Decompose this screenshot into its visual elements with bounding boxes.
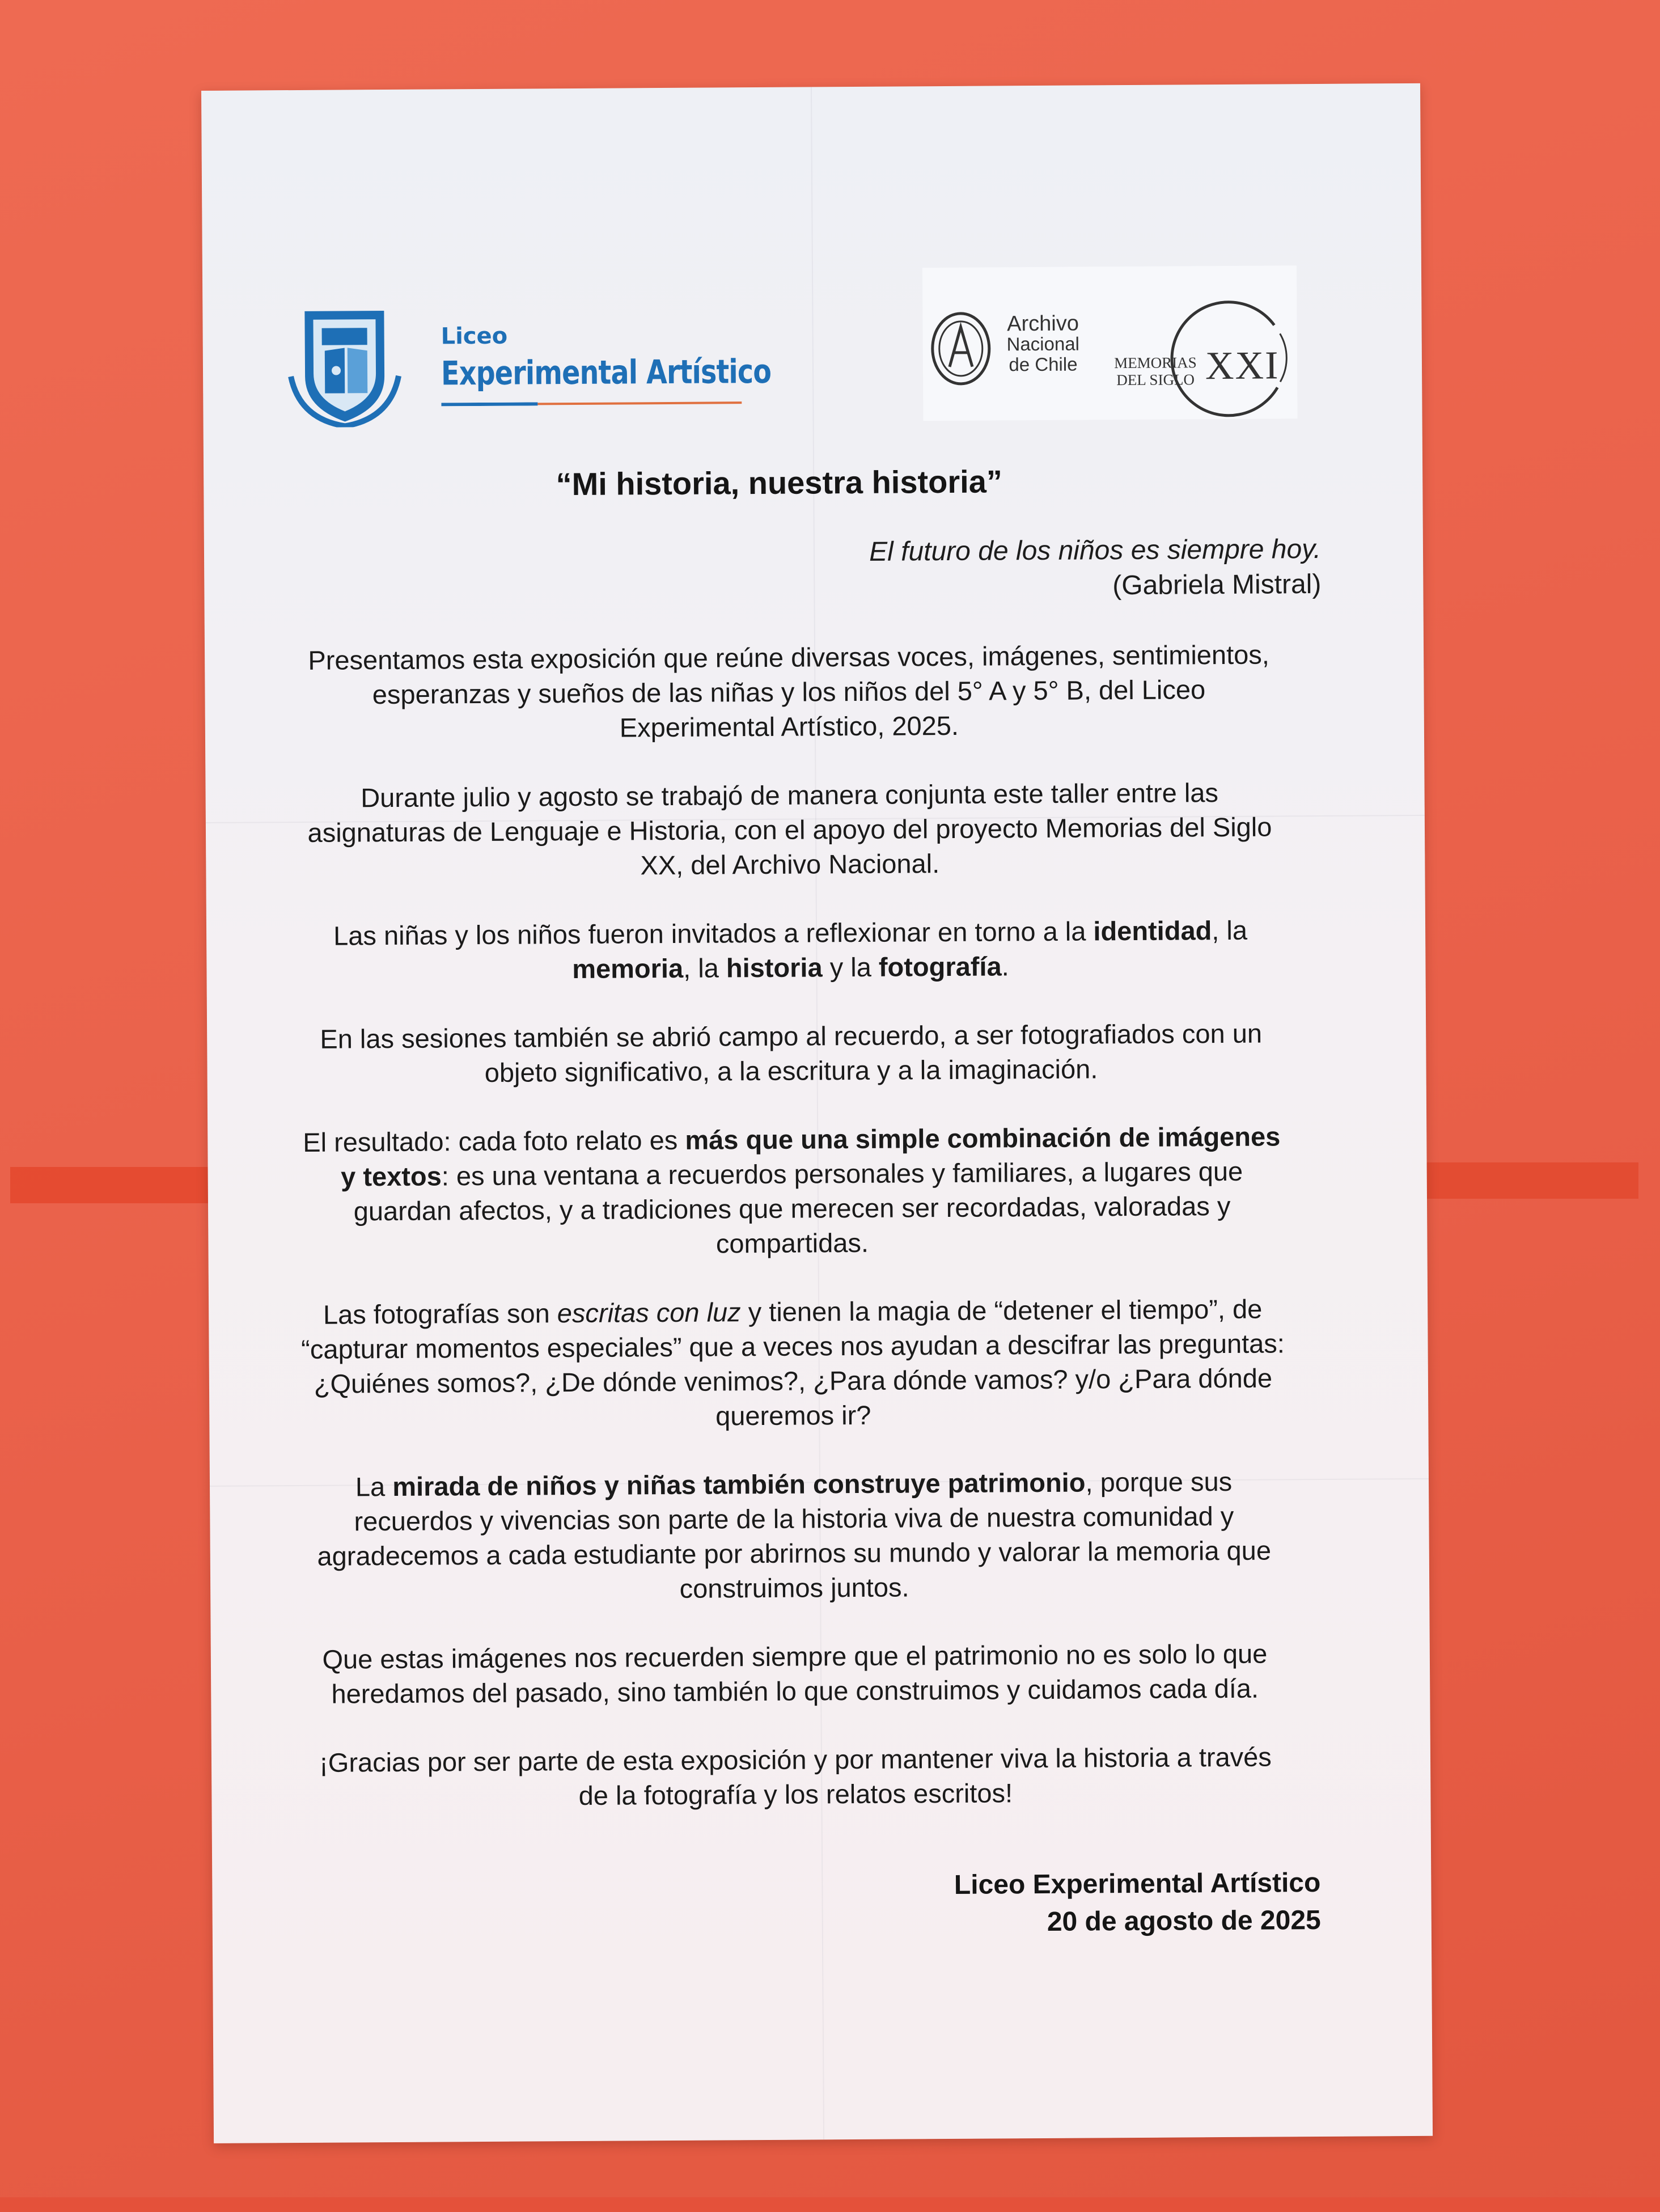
partner-logos — [922, 265, 1298, 421]
poster-body — [295, 637, 1289, 1849]
paragraph-2: Durante julio y agosto se trabajó de manera conjunta este taller entre las asignaturas de Lenguaje e Historia, con el apoyo del proyecto Memorias del Siglo XX, del Archivo Nacional. — [307, 777, 1272, 881]
bold-term: fotografía — [878, 951, 1002, 982]
text-run: y tienen la magia de “detener el tiempo”, de “capturar momentos especiales” que a veces nos ayudan a descifrar las preguntas: ¿Quiénes somos?, ¿De dónde venimos?, ¿Para dónde vamos? y/o ¿Para dónde queremos ir? — [301, 1293, 1285, 1431]
signature-date: 20 de agosto de 2025 — [1047, 1905, 1321, 1937]
poster-title: “Mi historia, nuestra historia” — [556, 463, 1003, 502]
epigraph-author: (Gabriela Mistral) — [1112, 569, 1322, 601]
paragraph-8: Que estas imágenes nos recuerden siempre que el patrimonio no es solo lo que heredamos del pasado, sino también lo que construimos y cuidamos cada día. — [322, 1638, 1268, 1709]
bottom-edge-strip — [0, 2197, 1660, 2212]
poster-sheet — [201, 83, 1433, 2143]
bold-term: identidad — [1093, 915, 1212, 946]
paragraph-3 — [297, 912, 1284, 988]
liceo-name: Experimental Artístico — [441, 352, 772, 393]
paragraph-5 — [298, 1119, 1285, 1263]
bold-phrase: más que una simple combinación de imágenes y textos — [340, 1121, 1281, 1192]
text-run: Las niñas y los niños fueron invitados a reflexionar en torno a la — [333, 916, 1094, 951]
liceo-label: Liceo — [441, 323, 508, 350]
liceo-underline — [441, 401, 742, 406]
text-run: : es una ventana a recuerdos personales y familiares, a lugares que guardan afectos, y a tradiciones que merecen ser recordadas, valoradas y compartidas. — [353, 1156, 1243, 1259]
bold-term: memoria — [572, 953, 684, 984]
bold-term: historia — [726, 952, 823, 983]
text-run: La — [355, 1471, 393, 1502]
paragraph-9: ¡Gracias por ser parte de esta exposición y por mantener viva la historia a través de la fotografía y los relatos escritos! — [319, 1741, 1272, 1811]
signature-institution: Liceo Experimental Artístico — [954, 1867, 1321, 1900]
liceo-shield-icon — [287, 308, 401, 428]
paragraph-6 — [299, 1291, 1286, 1436]
liceo-logo — [287, 306, 798, 428]
paragraph-1: Presentamos esta exposición que reúne diversas voces, imágenes, sentimientos, esperanzas y sueños de las niñas y los niños del 5° A y 5° B, del Liceo Experimental Artístico, 2025. — [308, 639, 1270, 743]
paragraph-7 — [300, 1464, 1288, 1608]
archivo-seal-icon — [929, 310, 992, 387]
tape-strip-right — [1400, 1162, 1638, 1199]
text-run: . — [1001, 951, 1009, 982]
memorias-line-2: DEL SIGLO — [1116, 371, 1195, 389]
text-run: El resultado: cada foto relato es — [303, 1124, 685, 1157]
text-run: y la — [822, 951, 879, 983]
signature-block — [954, 1864, 1321, 1942]
memorias-numeral: XXI — [1205, 344, 1280, 388]
bold-phrase: mirada de niños y niñas también construye patrimonio — [392, 1467, 1086, 1502]
epigraph-text: El futuro de los niños es siempre hoy. — [869, 534, 1322, 567]
archivo-line-1: Archivo — [1007, 311, 1079, 336]
text-run: , la — [1212, 915, 1248, 946]
archivo-line-2: Nacional — [1006, 333, 1080, 355]
text-run: , porque sus recuerdos y vivencias son parte de la historia viva de nuestra comunidad y agradecemos a cada estudiante por abrirnos su mundo y valorar la memoria que construimos juntos. — [317, 1466, 1272, 1604]
tape-strip-left — [10, 1167, 226, 1203]
text-run: Las fotografías son — [323, 1298, 557, 1330]
archivo-line-3: de Chile — [1009, 353, 1078, 375]
memorias-line-1: MEMORIAS — [1114, 354, 1197, 372]
epigraph — [869, 532, 1322, 605]
memorias-logo — [1110, 291, 1294, 422]
paragraph-4: En las sesiones también se abrió campo al recuerdo, a ser fotografiados con un objeto significativo, a la escritura y a la imaginación. — [320, 1018, 1263, 1088]
italic-phrase: escritas con luz — [557, 1297, 741, 1329]
text-run: , la — [683, 953, 727, 983]
